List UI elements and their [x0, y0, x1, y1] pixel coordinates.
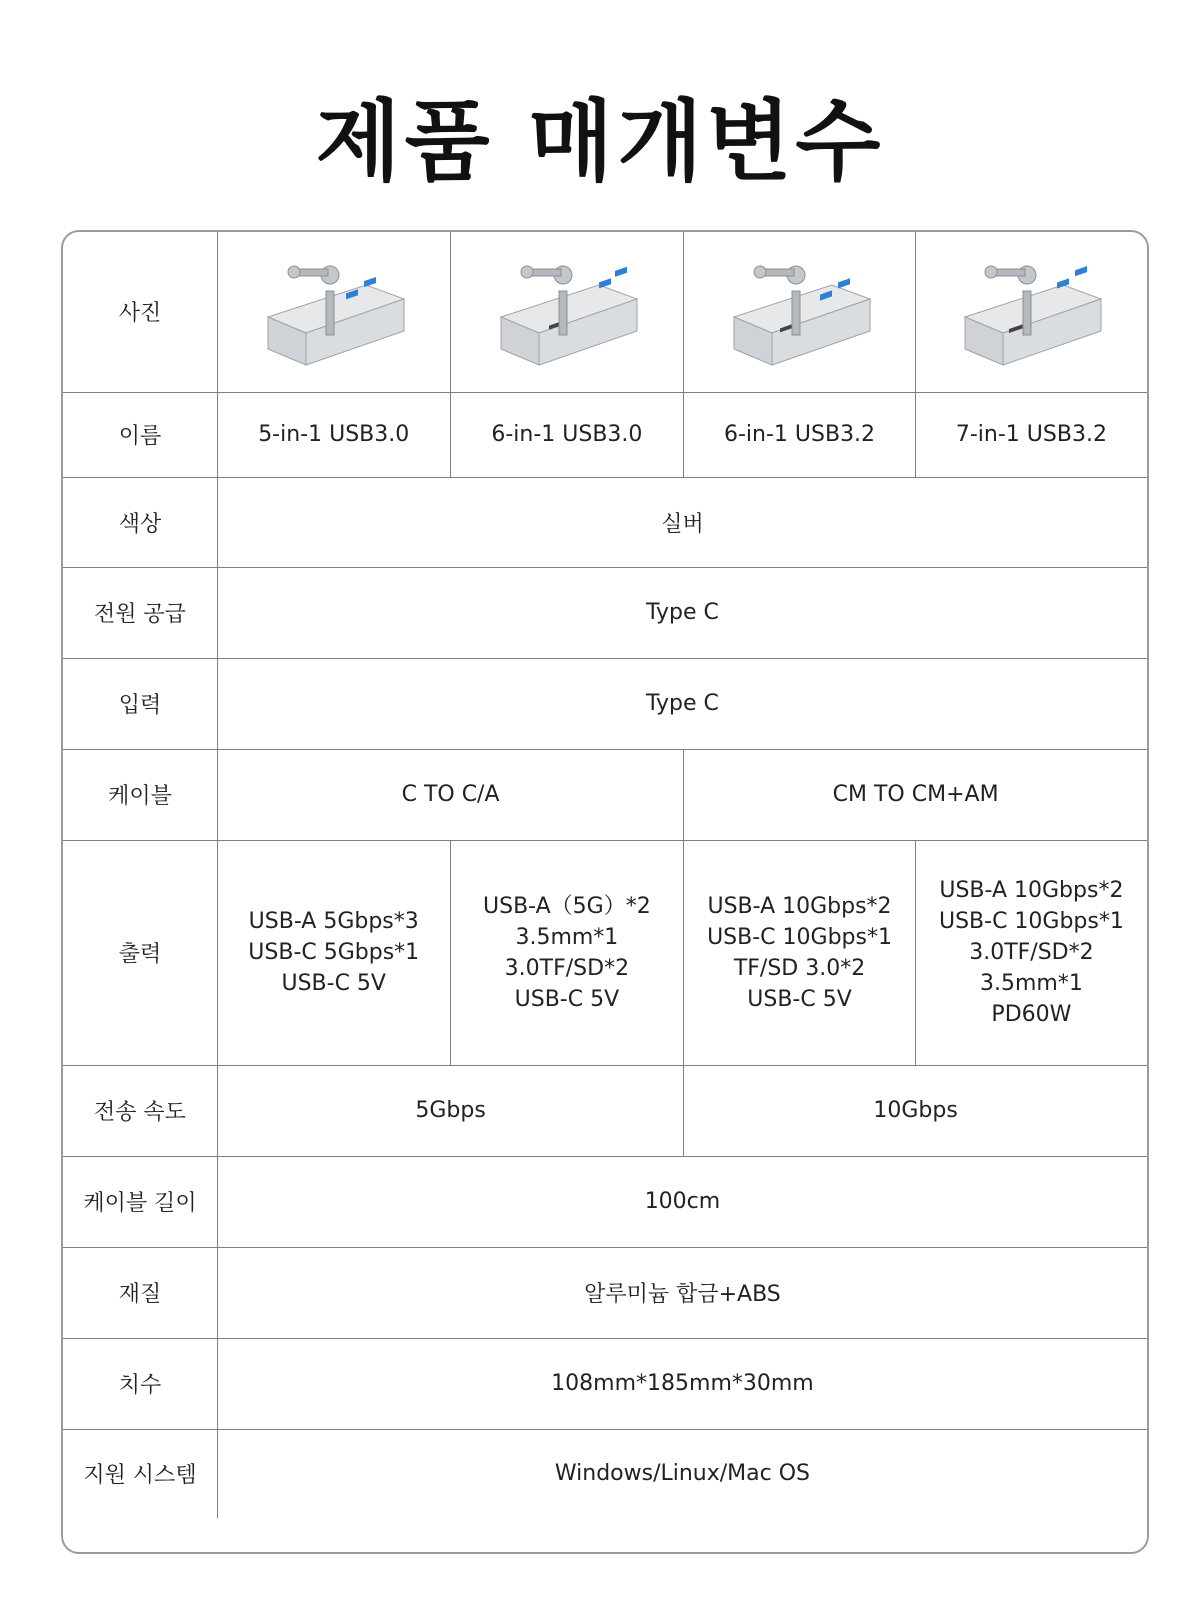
output-line: USB-C 10Gbps*1 — [938, 909, 1124, 934]
row-name — [63, 392, 1147, 477]
usb-hub-image — [951, 247, 1111, 377]
speed-value: 10Gbps — [684, 1065, 1147, 1156]
output-cell-2 — [450, 840, 684, 1065]
output-line: USB-C 5V — [747, 986, 852, 1012]
output-line: 3.0TF/SD*2 — [969, 940, 1094, 965]
output-line: USB-C 10Gbps*1 — [707, 924, 892, 950]
output-line: USB-C 5Gbps*1 — [248, 940, 420, 965]
cable-length-value: 100cm — [217, 1156, 1147, 1247]
output-line: USB-A（5G）*2 — [483, 893, 651, 919]
row-speed — [63, 1065, 1147, 1156]
product-name: 6-in-1 USB3.0 — [450, 392, 684, 477]
label-cable-length: 케이블 길이 — [63, 1156, 217, 1247]
material-value: 알루미늄 합금+ABS — [217, 1247, 1147, 1338]
output-line: 3.5mm*1 — [979, 971, 1083, 996]
label-speed: 전송 속도 — [63, 1065, 217, 1156]
os-value: Windows/Linux/Mac OS — [217, 1429, 1147, 1518]
row-cable — [63, 749, 1147, 840]
color-value: 실버 — [217, 477, 1147, 567]
cable-value: C TO C/A — [217, 749, 683, 840]
label-power: 전원 공급 — [63, 567, 217, 658]
product-photo-1 — [217, 232, 450, 392]
output-line: PD60W — [991, 1002, 1072, 1027]
input-value: Type C — [217, 658, 1147, 749]
output-line: USB-A 10Gbps*2 — [939, 878, 1124, 903]
row-output — [63, 840, 1147, 1065]
row-input — [63, 658, 1147, 749]
cable-value: CM TO CM+AM — [684, 749, 1147, 840]
usb-hub-image — [487, 247, 647, 377]
row-os — [63, 1429, 1147, 1518]
speed-value: 5Gbps — [217, 1065, 683, 1156]
output-cell-1 — [217, 840, 450, 1065]
page-title: 제품 매개변수 — [315, 90, 885, 193]
label-name: 이름 — [63, 392, 217, 477]
label-input: 입력 — [63, 658, 217, 749]
output-line: USB-A 5Gbps*3 — [248, 909, 419, 934]
output-line: USB-C 5V — [514, 986, 620, 1012]
product-photo-2 — [450, 232, 684, 392]
usb-hub-image — [720, 247, 880, 377]
row-photo — [63, 232, 1147, 392]
label-photo: 사진 — [63, 232, 217, 392]
label-os: 지원 시스템 — [63, 1429, 217, 1518]
output-line: USB-C 5V — [281, 971, 386, 996]
output-line: TF/SD 3.0*2 — [733, 955, 866, 981]
product-name: 6-in-1 USB3.2 — [684, 392, 916, 477]
spec-table-frame — [61, 230, 1149, 1554]
label-dimensions: 치수 — [63, 1338, 217, 1429]
label-output: 출력 — [63, 840, 217, 1065]
output-cell-3 — [684, 840, 916, 1065]
output-line: 3.5mm*1 3.0TF/SD*2 — [504, 924, 630, 981]
row-material — [63, 1247, 1147, 1338]
product-name: 7-in-1 USB3.2 — [915, 392, 1147, 477]
label-color: 색상 — [63, 477, 217, 567]
row-power — [63, 567, 1147, 658]
product-name: 5-in-1 USB3.0 — [217, 392, 450, 477]
dimensions-value: 108mm*185mm*30mm — [217, 1338, 1147, 1429]
output-cell-4 — [915, 840, 1147, 1065]
label-material: 재질 — [63, 1247, 217, 1338]
spec-table — [63, 232, 1147, 1518]
row-cable-length — [63, 1156, 1147, 1247]
product-photo-4 — [915, 232, 1147, 392]
row-dimensions — [63, 1338, 1147, 1429]
power-value: Type C — [217, 567, 1147, 658]
output-line: USB-A 10Gbps*2 — [707, 893, 892, 919]
product-photo-3 — [684, 232, 916, 392]
usb-hub-image — [254, 247, 414, 377]
label-cable: 케이블 — [63, 749, 217, 840]
row-color — [63, 477, 1147, 567]
